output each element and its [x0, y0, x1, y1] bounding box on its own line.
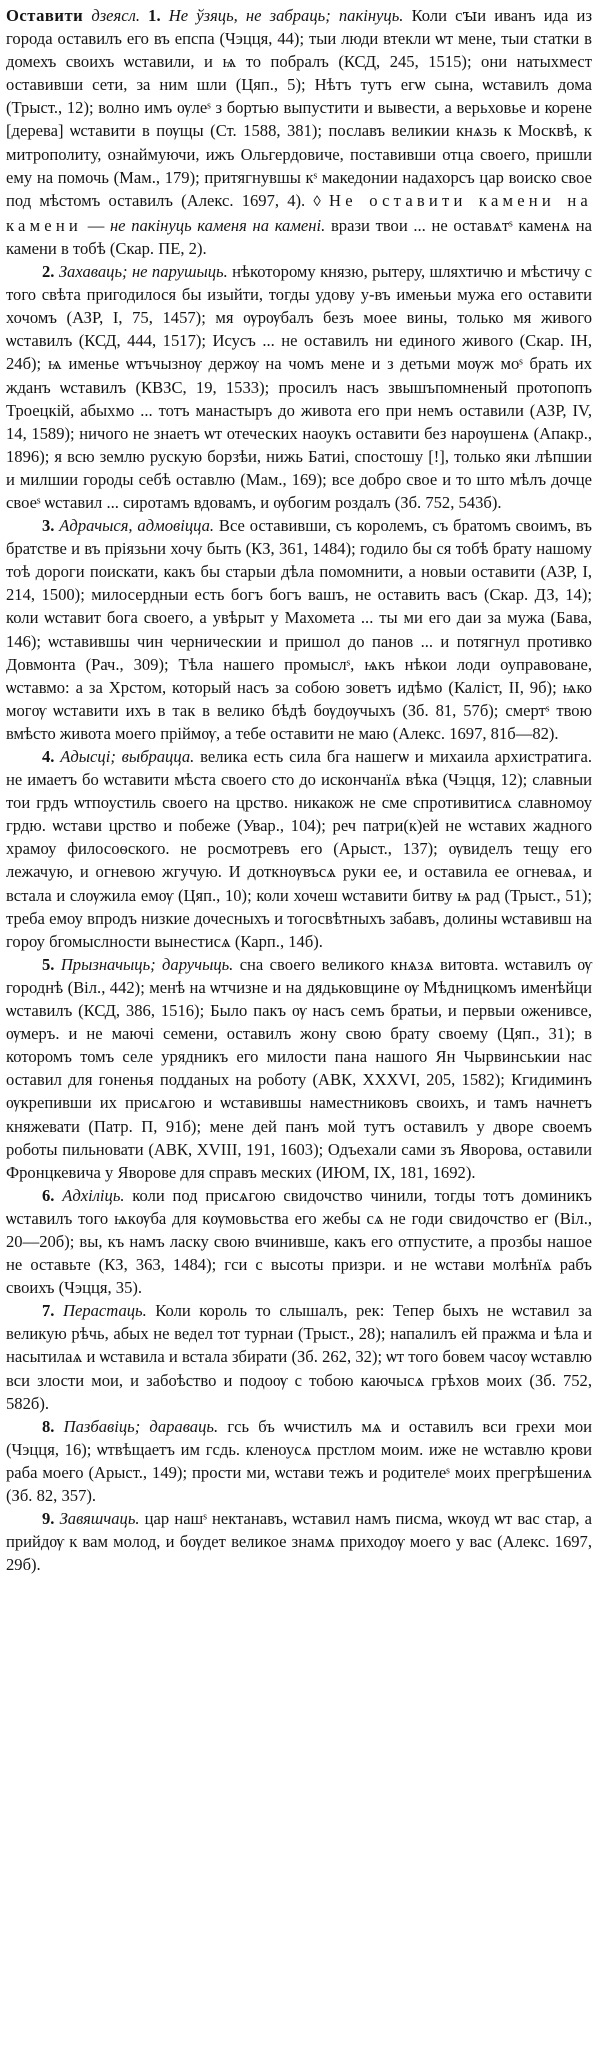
part-of-speech: дзеясл.	[91, 6, 141, 25]
sense-7	[6, 1299, 592, 1414]
sense-gloss: Прызначыць; даручыць.	[60, 954, 234, 974]
sense-citations: Коли сꙑи иванъ ида из города оставилъ его въ епспа (Чэцця, 44); тыи люди втекли ѡт мене, тыи статки в домехъ своихъ ѡставили, и ѩ то побралъ (КСД, 245, 1515); они натыхмест оставивши сети, за ним шли (Цяп., 5); Нѣтъ тутъ егѡ сына, ѡставилъ дома (Трыст., 12); волно имъ ѹлеˢ з бортью выпустити и вывести, а верьховье и корене [дерева] ѡставити в пѹщы (Ст. 1588, 381); пославъ великии кнѧзь к Москвѣ, к митрополиту, ознаймуючи, ижъ Ольгердовиче, поставивши отца своего, пришли ему на помочь (Мам., 179); притягнувшы кˢ македонии надахорсъ цар воиско свое под мѣстомъ оставилъ (Алекс. 1697, 4).	[6, 6, 592, 210]
sense-number: 2.	[42, 262, 55, 282]
phrase-dash: —	[87, 215, 105, 235]
headword: Оставити	[6, 6, 84, 25]
sense-6	[6, 1184, 592, 1299]
sense-number: 6.	[42, 1185, 55, 1205]
sense-number: 5.	[42, 954, 55, 974]
sense-citations: гсь бъ ѡчистилъ мѧ и оставилъ вси грехи мои (Чэцця, 16); ѡтвѣщаетъ им гсдь. кленоусѧ прстлом моим. иже не ѡставлю крови раба моего (Арыст., 149); прости ми, ѡстави тежъ и родителеˢ моих прегрѣшениѧ (Зб. 82, 357).	[6, 1416, 593, 1505]
entry-sense-1	[6, 4, 592, 260]
sense-number: 9.	[42, 1509, 55, 1529]
sense-citations: велика есть сила бга нашегѡ и михаила архистратига. не имаетъ бо ѡставити мѣста своего сто до искончанїѧ вѣка (Чэцця, 12); славныи тои грдъ ѡтпоустиль своего на црство. никакож не сме спротивитисѧ славномоу грдю. ѡстави црство и побеже (Увар., 104); реч патри(к)ей не ѡставих жадного храмоу филосоѳского. не росмотревъ его (Арыст., 137); ѹвиделъ тещу его лежачую, и огневою жгучую. И доткнѹвъсѧ руки ее, и оставила ее огневаѧ, и встала и слѹжила емѹ (Цяп., 10); коли хочеш ѡставити битву ѩ рад (Трыст., 51); треба емоу впродъ низкие дочесныхъ и тогосвѣтныхъ забавъ, долины ѡставивш на гороу бгомыслности вынестисѧ (Карп., 14б).	[6, 747, 593, 951]
sense-gloss: Завяшчаць.	[59, 1509, 140, 1529]
phrase-citation: врази твои ... не оставѧтˢ каменѧ на камени в тобѣ (Скар. ПЕ, 2).	[6, 215, 592, 258]
sense-5	[6, 953, 592, 1184]
sense-number: 7.	[42, 1301, 55, 1321]
sense-number: 1.	[148, 6, 161, 25]
sense-gloss: Адхіліць.	[62, 1185, 125, 1205]
sense-number: 4.	[42, 747, 55, 766]
sense-gloss: Захаваць; не парушыць.	[58, 262, 228, 282]
sense-number: 8.	[42, 1416, 55, 1436]
phrase-marker: ◊	[313, 193, 321, 210]
sense-gloss: Не ўзяць, не забраць; пакінуць.	[168, 6, 404, 25]
sense-9	[6, 1507, 592, 1576]
sense-citations: Все оставивши, съ королемъ, съ братомъ своимъ, въ братстве и въ прiязьни хочу быть (КЗ, 361, 1484); годило бы ся тобѣ брату нашому тоѣ дороги поискати, какъ бы старыи дѣла помомнити, а новыи оставити (АЗР, I, 214, 1500); милосердныи есть богъ богъ вашъ, не оставить васъ (Скар. ДЗ, 14); коли ѡставит бога своего, а увѣрыт у Махомета ... ты ми его даи за мужа (Бава, 146); ѡставившы чин черническии и пришол до панов ... и потягнул противко Довмонта (Рач., 309); Тѣла нашего промыслˢ, ѩкъ нѣкои лоди оуправоване, ѡставмо: а за Хрстом, который насъ за собою зоветъ идѣмо (Каліст, II, 9б); ѩко могѹ ѡставити ихъ в так в велико бѣдѣ бѹдѹчыхъ (Зб. 81, 57б); смертˢ твою вмѣсто живота моего прiймѹ, а тебе оставити не маю (Алекс. 1697, 81б—82).	[6, 516, 592, 743]
phraseologism: Не оставити камени на камени	[6, 190, 592, 235]
sense-2	[6, 260, 592, 514]
sense-gloss: Адысці; выбрацца.	[60, 747, 195, 766]
sense-gloss: Адрачыся, адмовіцца.	[59, 516, 215, 536]
sense-gloss: Перастаць.	[62, 1301, 147, 1321]
sense-citations: нѣкоторому князю, рытеру, шляхтичю и мѣстичу с того свѣта пригодилося бы изыйти, тогды удову у-въ имењьи мужа его оставити хочомъ (АЗР, I, 75, 1457); мя ѹрѹбалъ безъ моее вины, только мя живого ѡставилъ (КСД, 444, 1517); Исусъ ... не оставилъ ни единого живого (Скар. IН, 24б); ѩ именье ѡтъчызнѹ держѹ на чомъ мене и з детьми мѹж моˢ брать их жданъ ѡставилъ (КВЗС, 19, 1533); просилъ насъ звышъпомненый протопопъ Троецкій, абыхмо ... тотъ манастыръ до живота его при немъ оставили (АЗР, IV, 14, 1589); ничого не знаетъ ѡт отеческих наоукъ оставити без нарѹшенѧ (Апакр., 1896); я всю землю рускую борзѣи, нижь Батиі, спостошу [!], только яки лѣпшии и милшии городы себѣ оставлю (Мам., 169); все добро свое и то што мѣлъ дочце своеˢ ѡставил ... сиротамъ вдовамъ, и ѹбогим роздалъ (Зб. 752, 543б).	[6, 262, 592, 512]
phrase-gloss: не пакінуць каменя на камені.	[109, 215, 326, 235]
sense-citations: сна своего великого кнѧзѧ витовта. ѡставилъ ѹ городнѣ (Віл., 442); менѣ на ѡтчизне и на дядьковщине ѹ Мѣдницкомъ именѣйци ѡставилъ (КСД, 386, 1516); Было пакъ ѹ насъ семъ братьи, и первыи оженивсе, ѹмеръ. и не маючі семени, оставилъ жону свою брату своему (Цяп., 31); в которомъ томъ селе урядникъ его милости пана нашого Ян Чырвинськии нас оставил для гоненья подданых на роботу (АВК, XXXVI, 205, 1582); Кгидиминъ ѹкрепивши их присѧгою и ѡставившы наместниковъ своихъ, и тамъ начнетъ княжевати (Патр. П, 91б); мене дей панъ мой тутъ оставилъ у дворе своемъ роботы пильновати (АВК, XVIII, 191, 1603); Одъехали сами зъ Яворова, оставили Фронцкевича у Яворове для справъ меских (ИЮМ, IX, 181, 1692).	[6, 954, 592, 1182]
sense-3	[6, 514, 592, 745]
sense-citations: коли под присѧгою свидочство чинили, тогды тотъ доминикъ ѡставилъ того ѩкѹба для кѹмовьства его жебы сѧ не годи свидочство ег (Віл., 20—20б); вы, къ намъ ласку свою вчинивше, какъ его отпустите, а прозбы нашое не оставьте (КЗ, 363, 1484); гси с высоты призри. и не ѡстави молѣнїѧ рабъ своихъ (Чэцця, 35).	[6, 1185, 592, 1298]
sense-8	[6, 1415, 592, 1507]
sense-citations: Коли король то слышалъ, рек: Тепер быхъ не ѡставил за великую рѣчь, абых не ведел тот турнаи (Трыст., 28); напалилъ ей пражма и ѣла и насытилаѧ и ѡставила и встала збирати (Зб. 262, 32); ѡт того бовем часѹ ѡставлю вси злости мои, и забоѣство и подоѹ с тобою каючысѧ грѣхов моих (Зб. 752, 582б).	[6, 1301, 592, 1413]
sense-gloss: Пазбавіць; дараваць.	[63, 1416, 219, 1436]
sense-citations: цар нашˢ нектанавъ, ѡставил намъ писма, ѡкѹд ѡт вас стар, а прийдѹ к вам молод, и бѹдет великое знамѧ приходѹ моего у вас (Алекс. 1697, 29б).	[6, 1509, 592, 1575]
sense-number: 3.	[42, 516, 55, 536]
sense-4	[6, 745, 592, 953]
